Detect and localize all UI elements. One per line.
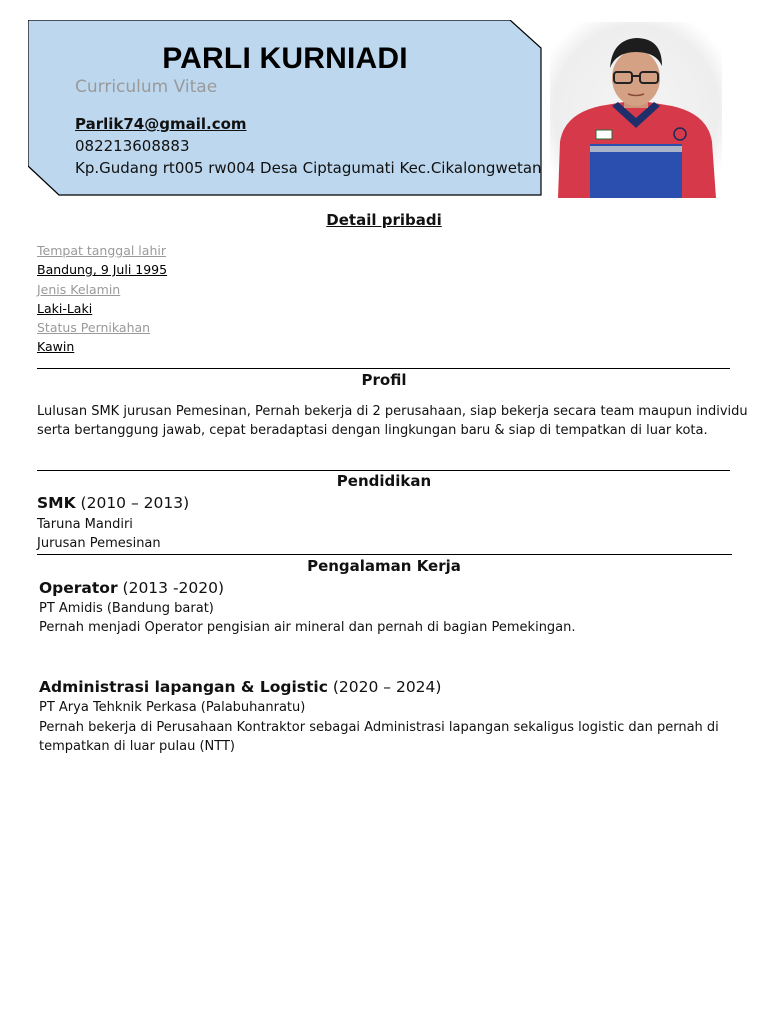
cv-name: PARLI KURNIADI [162,42,408,75]
school-major: Jurusan Pemesinan [37,536,161,551]
job-years: (2020 – 2024) [332,678,442,696]
education-years: (2010 – 2013) [80,494,190,512]
job-heading [39,678,441,696]
divider [37,470,730,471]
marital-label: Status Pernikahan [37,320,151,335]
birth-label: Tempat tanggal lahir [37,243,166,258]
job-company: PT Amidis (Bandung barat) [39,601,214,616]
job-company: PT Arya Tehknik Perkasa (Palabuhanratu) [39,700,306,715]
job-description-line1: Pernah bekerja di Perusahaan Kontraktor sebagai Administrasi lapangan sekaligus logistic dan pernah di [39,720,719,735]
home-address: Kp.Gudang rt005 rw004 Desa Ciptagumati Kec.Cikalongwetan [75,159,542,177]
profile-photo [550,22,722,198]
gender-value: Laki-Laki [37,301,93,316]
job-heading [39,579,224,597]
profile-text-line1: Lulusan SMK jurusan Pemesinan, Pernah bekerja di 2 perusahaan, siap bekerja secara team maupun individu [37,404,748,419]
job-description-line2: tempatkan di luar pulau (NTT) [39,739,235,754]
education-level: SMK [37,494,76,512]
job-role: Operator [39,579,118,597]
education-title: Pendidikan [336,472,432,490]
profile-text-line2: serta bertanggung jawab, cepat beradaptasi dengan lingkungan baru & siap di tempatkan di luar kota. [37,423,708,438]
cv-subtitle: Curriculum Vitae [75,77,218,97]
email-link[interactable]: Parlik74@gmail.com [75,115,247,133]
gender-label: Jenis Kelamin [37,282,121,297]
experience-title: Pengalaman Kerja [307,557,461,575]
job-role: Administrasi lapangan & Logistic [39,678,328,696]
divider [37,554,732,555]
header-box [28,20,542,196]
phone-number: 082213608883 [75,137,190,155]
marital-value: Kawin [37,339,75,354]
profile-title: Profil [361,371,407,389]
education-heading [37,494,189,512]
personal-details-title: Detail pribadi [326,211,442,229]
job-years: (2013 -2020) [122,579,225,597]
job-description: Pernah menjadi Operator pengisian air mineral dan pernah di bagian Pemekingan. [39,620,576,635]
birth-value: Bandung, 9 Juli 1995 [37,262,168,277]
divider [37,368,730,369]
school-name: Taruna Mandiri [37,517,133,532]
